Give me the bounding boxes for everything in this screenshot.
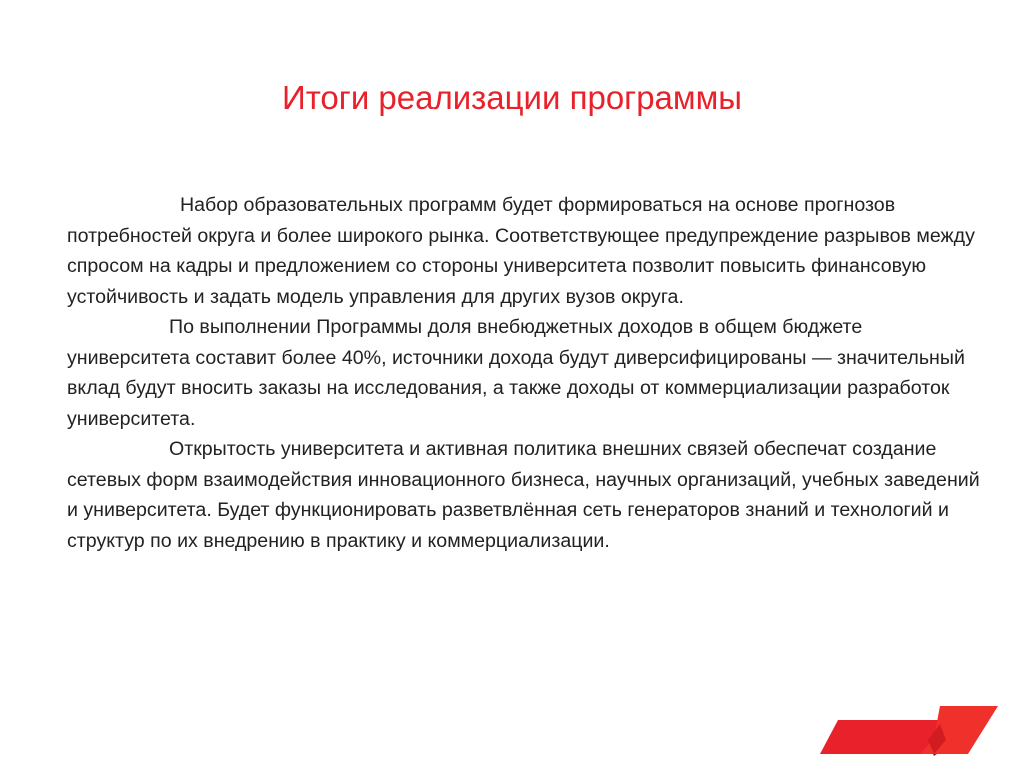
slide-body	[67, 190, 982, 556]
paragraph-curriculum: Набор образовательных программ будет формироваться на основе прогнозов потребностей округа и более широкого рынка. Соответствующее предупреждение разрывов между спросом на кадры и предложением со стороны университета позволит повысить финансовую устойчивость и задать модель управления для других вузов округа.	[67, 194, 975, 308]
paragraph-openness: Открытость университета и активная политика внешних связей обеспечат создание сетевых форм взаимодействия инновационного бизнеса, научных организаций, учебных заведений и университета. Будет функционировать разветвлённая сеть генераторов знаний и технологий и структур по их внедрению в практику и коммерциализации.	[67, 438, 980, 552]
paragraph-revenue: По выполнении Программы доля внебюджетных доходов в общем бюджете университета составит более 40%, источники дохода будут диверсифицированы — значительный вклад будут вносить заказы на исследования, а также доходы от коммерциализации разработок университета.	[67, 316, 965, 430]
red-parallelogram-ribbon-icon	[816, 704, 1000, 756]
slide-title: Итоги реализации программы	[281, 79, 743, 116]
